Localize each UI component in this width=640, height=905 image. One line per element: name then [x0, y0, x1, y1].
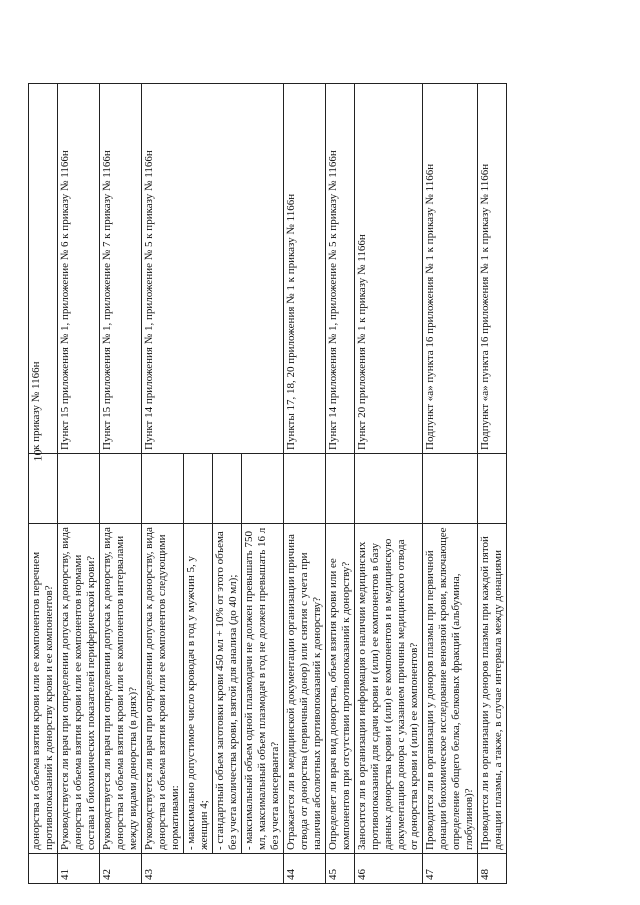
reference-text: Подпункт «а» пункта 16 приложения № 1 к приказу № 1166н — [478, 84, 507, 454]
question-text: донорства и объема взятия крови или ее компонентов перечнем противопоказаний к донорству крови и ее компонентов? — [29, 524, 58, 854]
answer-cell — [142, 454, 184, 524]
table-row — [355, 84, 423, 884]
question-text: Заносится ли в организации информация о наличии медицинских противопоказаний для сдачи крови и (или) ее компонентов в базу данных донорства крови и (или) ее компонентов и в медицинскую документацию донора с указанием причины медицинского отвода от донорства крови и (или) ее компонентов? — [355, 524, 423, 854]
reference-text: Пункт 20 приложения № 1 к приказу № 1166н — [355, 84, 423, 454]
table-row — [29, 84, 58, 884]
row-number: 47 — [423, 854, 478, 884]
row-number: 44 — [284, 854, 326, 884]
table-row — [58, 84, 100, 884]
answer-cell — [213, 454, 242, 524]
table-row — [423, 84, 478, 884]
reference-text: к приказу № 1166н — [29, 84, 58, 454]
row-number: 46 — [355, 854, 423, 884]
reference-text: Пункт 14 приложения № 1, приложение № 5 к приказу № 1166н — [142, 84, 284, 454]
row-number: 43 — [142, 854, 284, 884]
question-text: Проводится ли в организации у доноров плазмы при первичной донации биохимическое исследование венозной крови, включающее определение общего белка, белковых фракций (альбумина, глобулинов)? — [423, 524, 478, 854]
table-row — [100, 84, 142, 884]
answer-cell — [242, 454, 284, 524]
reference-text: Пункты 17, 18, 20 приложения № 1 к приказу № 1166н — [284, 84, 326, 454]
answer-cell — [184, 454, 213, 524]
table-row — [326, 84, 355, 884]
answer-cell — [326, 454, 355, 524]
row-number: 48 — [478, 854, 507, 884]
reference-text: Пункт 15 приложения № 1, приложение № 7 к приказу № 1166н — [100, 84, 142, 454]
answer-cell — [423, 454, 478, 524]
question-text: Отражается ли в медицинской документации организации причина отвода от донорства (первичный донор) или снятия с учета при наличии абсолютных противопоказаний к донорству? — [284, 524, 326, 854]
table-row — [478, 84, 507, 884]
question-text: Определяет ли врач вид донорства, объем взятия крови или ее компонентов при отсутствии противопоказаний к донорству? — [326, 524, 355, 854]
question-text: Руководствуется ли врач при определении допуска к донорству, вида донорства и объема взятия крови или ее компонентов интервалами между видами донорства (в днях)? — [100, 524, 142, 854]
answer-cell — [29, 454, 58, 524]
row-number: 42 — [100, 854, 142, 884]
reference-text: Пункт 14 приложения № 1, приложение № 5 к приказу № 1166н — [326, 84, 355, 454]
question-text: Руководствуется ли врач при определении допуска к донорству, вида донорства и объема взятия крови или ее компонентов следующими нормативами: — [142, 524, 184, 854]
answer-cell — [355, 454, 423, 524]
table-row — [284, 84, 326, 884]
reference-text: Подпункт «а» пункта 16 приложения № 1 к приказу № 1166н — [423, 84, 478, 454]
page-number: 10 — [30, 449, 45, 462]
table-row — [142, 84, 184, 884]
answer-cell — [284, 454, 326, 524]
answer-cell — [100, 454, 142, 524]
checklist-table — [28, 83, 507, 884]
question-subitem: - максимально допустимое число кроводач в год у мужчин 5, у женщин 4; — [184, 524, 213, 854]
row-number: 41 — [58, 854, 100, 884]
row-number: 45 — [326, 854, 355, 884]
question-subitem: - максимальный объем одной плазмодачи не должен превышать 750 мл, максимальный объем плазмодач в год не должен превышать 16 л без учета консерванта? — [242, 524, 284, 854]
row-number — [29, 854, 58, 884]
question-subitem: - стандартный объем заготовки крови 450 мл + 10% от этого объема без учета количества крови, взятой для анализа (до 40 мл); — [213, 524, 242, 854]
question-text: Проводится ли в организации у доноров плазмы при каждой пятой донации плазмы, а также, в случае интервала между донациями — [478, 524, 507, 854]
reference-text: Пункт 15 приложения № 1, приложение № 6 к приказу № 1166н — [58, 84, 100, 454]
rotated-table-page — [28, 84, 568, 884]
answer-cell — [478, 454, 507, 524]
question-text: Руководствуется ли врач при определении допуска к донорству, вида донорства и объема взятия крови или ее компонентов нормами состава и биохимических показателей периферической крови? — [58, 524, 100, 854]
answer-cell — [58, 454, 100, 524]
